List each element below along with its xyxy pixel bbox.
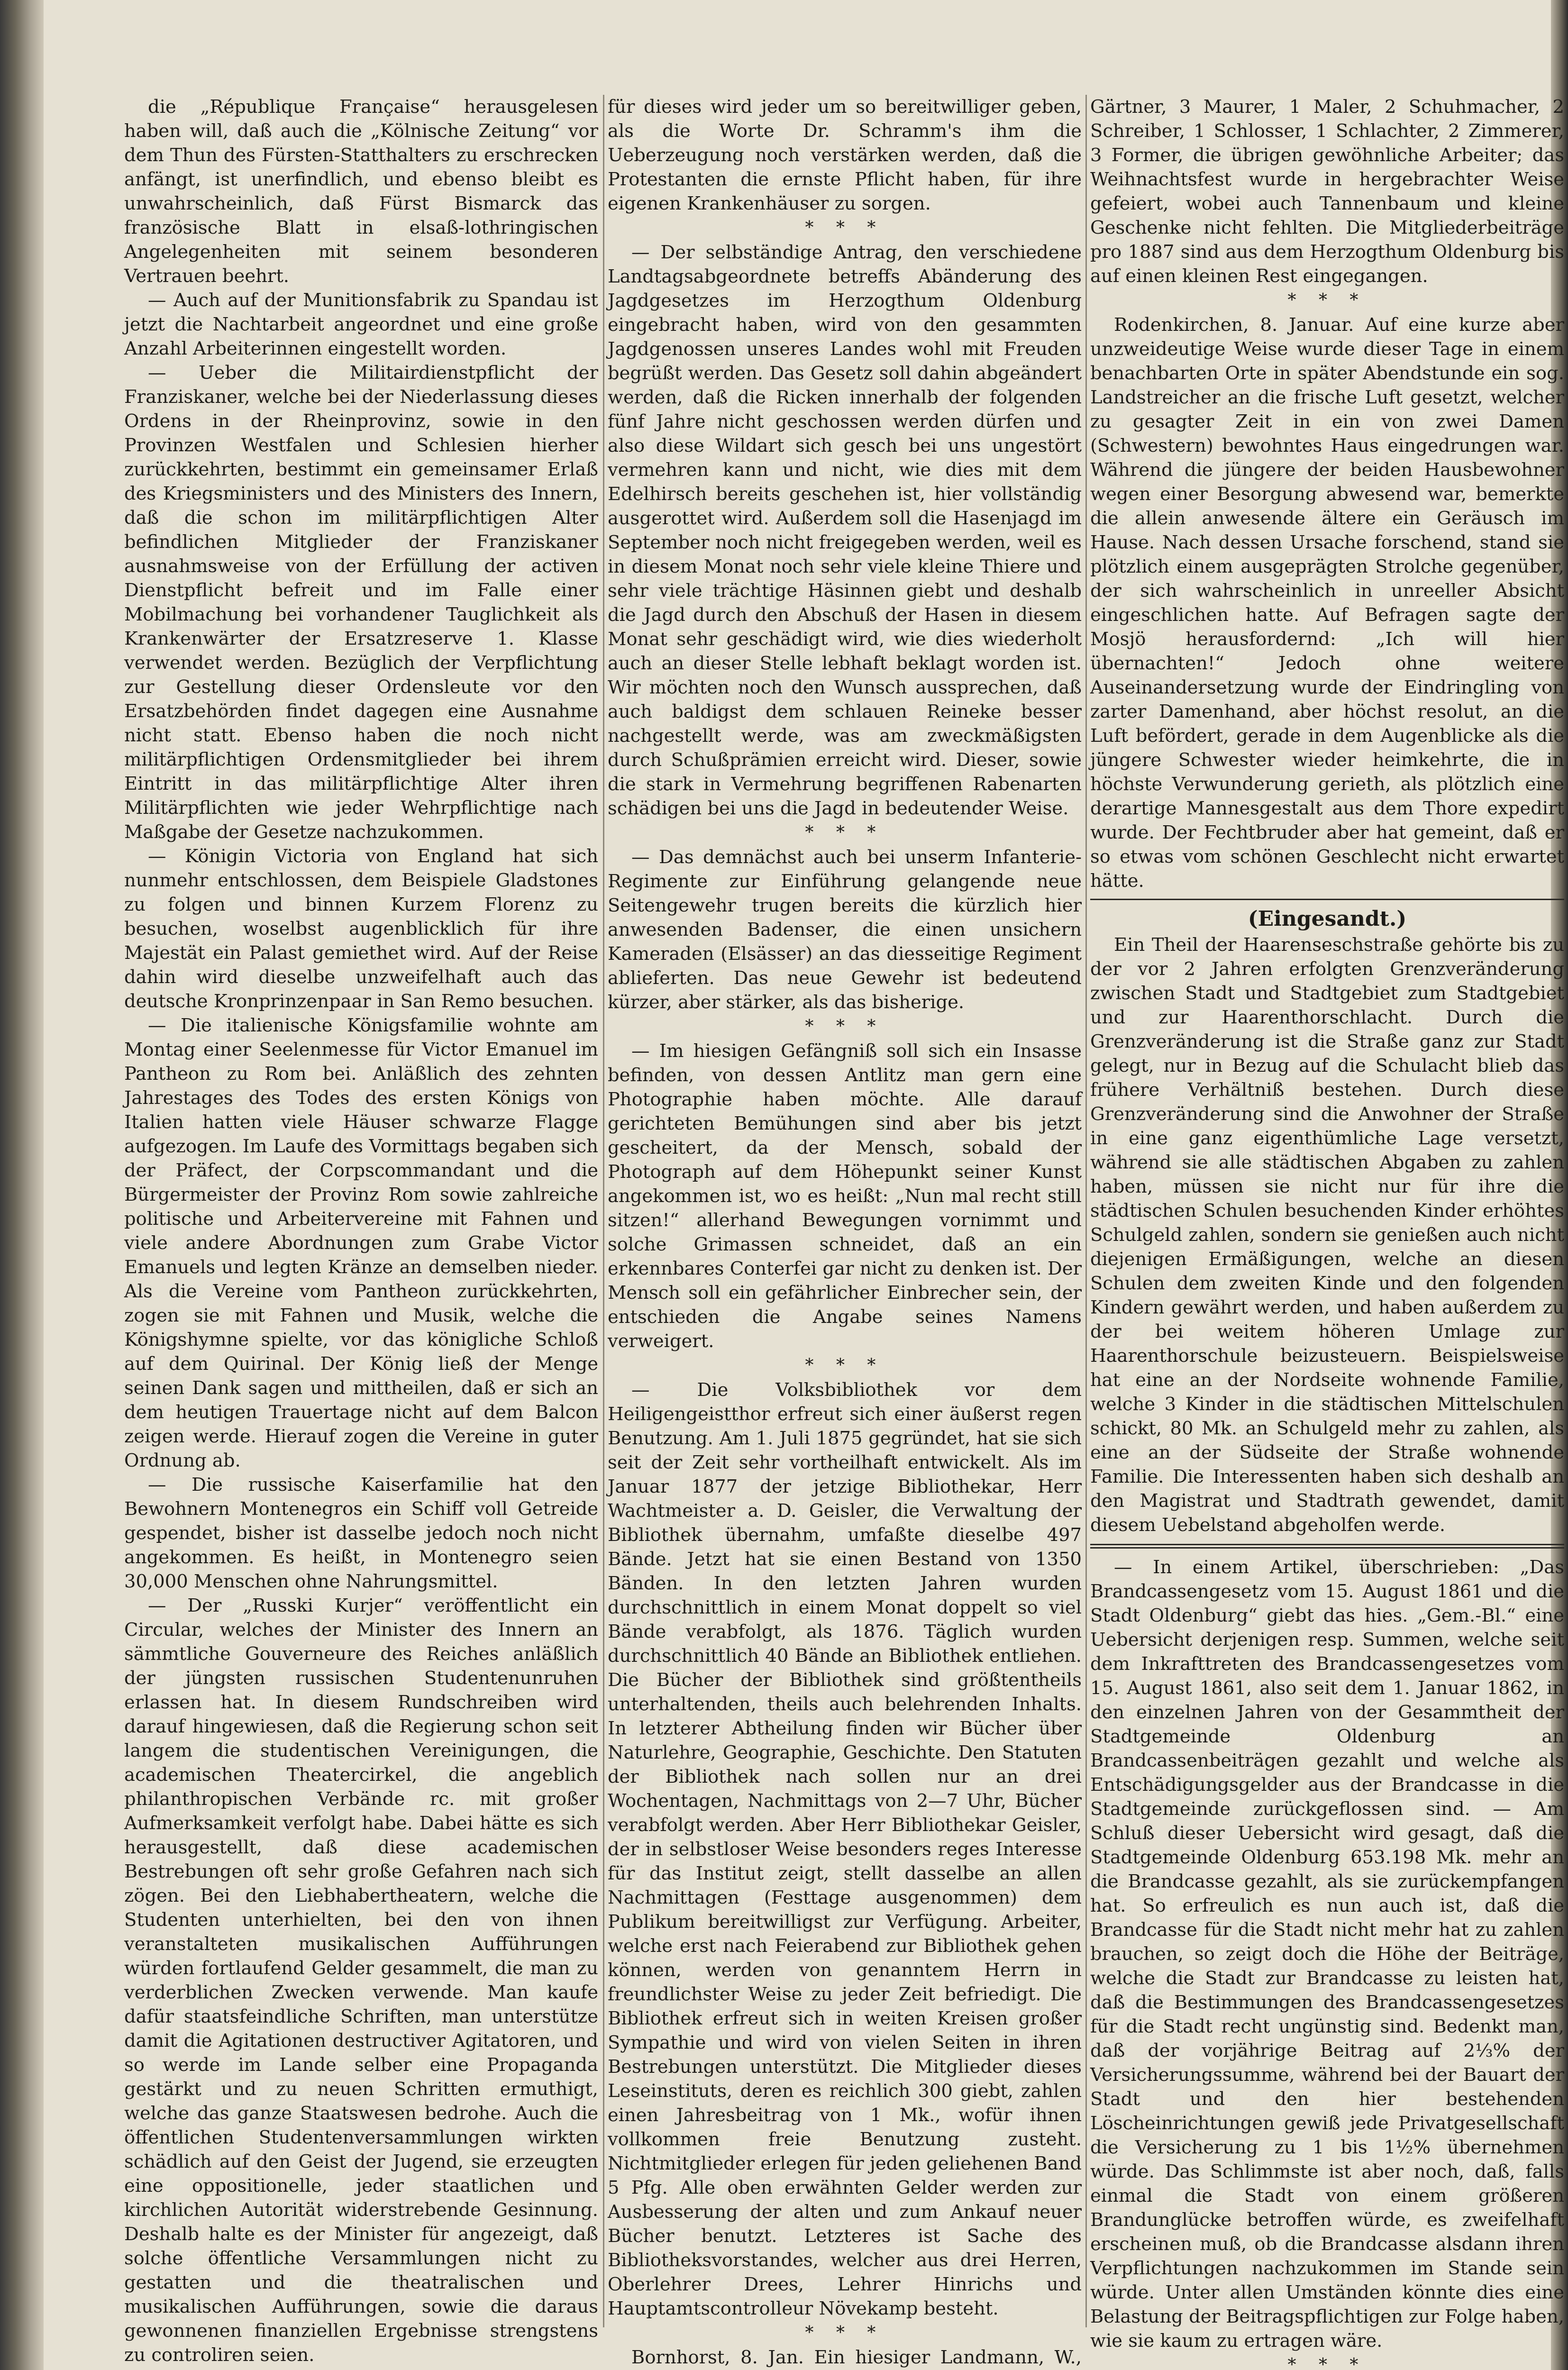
article-paragraph: — Der „Russki Kurjer“ veröffentlicht ein Circular, welches der Minister des Innern an sämmtliche Gouverneure des Reiches anläßlich der jüngsten russischen Studentenunruhen erlassen hat. In diesem Rundschreiben wird darauf hingewiesen, daß die Regierung schon seit langem die studentischen Vereinigungen, die academischen Theatercirkel, die angeblich philanthropischen Verbände rc. mit großer Aufmerksamkeit verfolgt habe. Dabei hätte es sich herausgestellt, daß diese academischen Bestrebungen oft sehr große Gefahren nach sich zögen. Bei den Liebhabertheatern, welche die Studenten unterhielten, bei den von ihnen veranstalteten musikalischen Aufführungen würden fortlaufend Gelder gesammelt, die man zu verderblichen Zwecken verwende. Man kaufe dafür staatsfeindliche Schriften, man unterstütze damit die Agitationen destructiver Agitatoren, und so werde im Lande selber eine Propaganda gestärkt und zu neuen Schritten ermuthigt, welche das ganze Staatswesen bedrohe. Auch die öffentlichen Studentenversammlungen wirkten schädlich auf den Geist der Jugend, sie erzeugten eine oppositionelle, jeder staatlichen und kirchlichen Autorität widerstrebende Gesinnung. Deshalb halte es der Minister für angezeigt, daß solche öffentliche Versammlungen nicht zu gestatten und die theatralischen und musikalischen Aufführungen, sowie die daraus gewonnenen finanziellen Ergebnisse strengstens zu controliren seien. [124,1595,598,2366]
asterism-separator: * * * [805,2323,884,2343]
article-paragraph: — Der selbständige Antrag, den verschiedene Landtagsabgeordnete betreffs Abänderung des Jagdgesetzes im Herzogthum Oldenburg eingebracht haben, wird von den gesammten Jagdgenossen unseres Landes wohl mit Freuden begrüßt werden. Das Gesetz soll dahin abgeändert werden, daß die Ricken innerhalb der folgenden fünf Jahre nicht geschossen werden dürfen und also diese Wildart sich gesch bei uns ungestört vermehren kann und nicht, wie dies mit dem Edelhirsch bereits geschehen ist, hier vollständig ausgerottet wird. Außerdem soll die Hasenjagd im September noch nicht freigegeben werden, weil es in diesem Monat noch sehr viele kleine Thiere und sehr viele trächtige Häsinnen giebt und deshalb die Jagd durch den Abschuß der Hasen in diesem Monat sehr geschädigt wird, wie dies wiederholt auch an dieser Stelle lebhaft beklagt worden ist. Wir möchten noch den Wunsch aussprechen, daß auch baldigst dem schlauen Reineke besser nachgestellt werde, was am zweckmäßigsten durch Schußprämien erreicht wird. Dieser, sowie die stark in Vermehrung begriffenen Rabenarten schädigen bei uns die Jagd in bedeutender Weise. [608,242,1082,819]
article-paragraph: — Im hiesigen Gefängniß soll sich ein Insasse befinden, von dessen Antlitz man gern eine Photographie haben möchte. Alle darauf gerichteten Bemühungen sind aber bis jetzt gescheitert, da der Mensch, sobald der Photograph auf dem Höhepunkt seiner Kunst angekommen ist, wo es heißt: „Nun mal recht still sitzen!“ allerhand Bewegungen vornimmt und solche Grimassen schneidet, daß an ein erkennbares Conterfei gar nicht zu denken ist. Der Mensch soll ein gefährlicher Einbrecher sein, der entschieden die Angabe seines Namens verweigert. [608,1040,1082,1352]
article-paragraph: — Königin Victoria von England hat sich nunmehr entschlossen, dem Beispiele Gladstones zu folgen und binnen Kurzem Florenz zu besuchen, woselbst augenblicklich für ihre Majestät ein Palast gemiethet wird. Auf der Reise dahin wird dieselbe unzweifelhaft auch das deutsche Kronprinzenpaar in San Remo besuchen. [124,846,598,1012]
asterism-separator: * * * [1287,2355,1367,2370]
article-heading: (Eingesandt.) [1248,907,1407,931]
asterism-separator: * * * [1287,291,1367,310]
article-paragraph: Rodenkirchen, 8. Januar. Auf eine kurze aber unzweideutige Weise wurde dieser Tage in einem benachbarten Orte in später Abendstunde ein sog. Landstreicher an die frische Luft gesetzt, welcher zu gesagter Zeit in ein von zwei Damen (Schwestern) bewohntes Haus eingedrungen war. Während die jüngere der beiden Hausbewohner wegen einer Besorgung abwesend war, bemerkte die allein anwesende ältere ein Geräusch im Hause. Nach dessen Ursache forschend, stand sie plötzlich einem ausgeprägten Strolche gegenüber, der sich wahrscheinlich in unreeller Absicht eingeschlichen hatte. Auf Befragen sagte der Mosjö herausfordernd: „Ich will hier übernachten!“ Jedoch ohne weitere Auseinandersetzung wurde der Eindringling von zarter Damenhand, aber höchst resolut, an die Luft befördert, gerade in dem Augenblicke als die jüngere Schwester wieder heimkehrte, die in höchste Verwunderung gerieth, als plötzlich eine derartige Mannesgestalt aus dem Thore expedirt wurde. Der Fechtbruder aber hat gemeint, daß er so etwas vom schönen Geschlecht nicht erwartet hätte. [1090,314,1564,892]
column-left [124,95,598,2366]
column-middle [608,95,1082,2368]
article-paragraph: — Die Volksbibliothek vor dem Heiligengeistthor erfreut sich einer äußerst regen Benutzung. Am 1. Juli 1875 gegründet, hat sie sich seit der Zeit sehr vortheilhaft entwickelt. Als im Januar 1877 der jetzige Bibliothekar, Herr Wachtmeister a. D. Geisler, die Verwaltung der Bibliothek übernahm, umfaßte dieselbe 497 Bände. Jetzt hat sie einen Bestand von 1350 Bänden. In den letzten Jahren wurden durchschnittlich in einem Monat doppelt so viel Bände verabfolgt, als 1876. Täglich wurden durchschnittlich 40 Bände an Bibliothek entliehen. Die Bücher der Bibliothek sind größtentheils unterhaltenden, theils auch belehrenden Inhalts. In letzterer Abtheilung finden wir Bücher über Naturlehre, Geographie, Geschichte. Den Statuten der Bibliothek nach sollen nur an drei Wochentagen, Nachmittags von 2—7 Uhr, Bücher verabfolgt werden. Aber Herr Bibliothekar Geisler, der in selbstloser Weise besonders reges Interesse für das Institut zeigt, stellt dasselbe an allen Nachmittagen (Festtage ausgenommen) dem Publikum bereitwilligst zur Verfügung. Arbeiter, welche erst nach Feierabend zur Bibliothek gehen können, werden von genanntem Herrn in freundlichster Weise zu jeder Zeit befriedigt. Die Bibliothek erfreut sich in weiten Kreisen großer Sympathie und wird von vielen Seiten in ihren Bestrebungen unterstützt. Die Mitglieder dieses Leseinstituts, deren es reichlich 300 giebt, zahlen einen Jahresbeitrag von 1 Mk., wofür ihnen vollkommen freie Benutzung zusteht. Nichtmitglieder erlegen für jeden geliehenen Band 5 Pfg. Alle oben erwähnten Gelder werden zur Ausbesserung der alten und zum Ankauf neuer Bücher benutzt. Letzteres ist Sache des Bibliotheksvorstandes, welcher aus drei Herren, Oberlehrer Drees, Lehrer Hinrichs und Hauptamtscontrolleur Növekamp besteht. [608,1379,1082,2319]
article-paragraph: — In einem Artikel, überschrieben: „Das Brandcassengesetz vom 15. August 1861 und die Stadt Oldenburg“ giebt das hies. „Gem.-Bl.“ eine Uebersicht derjenigen resp. Summen, welche seit dem Inkrafttreten des Brandcassengesetzes vom 15. August 1861, also seit dem 1. Januar 1862, in den einzelnen Jahren von der Gesammtheit der Stadtgemeinde Oldenburg an Brandcassenbeiträgen gezahlt und welche als Entschädigungsgelder aus der Brandcasse in die Stadtgemeinde zurückgeflossen sind. — Am Schluß dieser Uebersicht wird gesagt, daß die Stadtgemeinde Oldenburg 653.198 Mk. mehr an die Brandcasse gezahlt, als sie zurückempfangen hat. So erfreulich es nun auch ist, daß die Brandcasse für die Stadt nicht mehr hat zu zahlen brauchen, so zeigt doch die Höhe der Beiträge, welche die Stadt zur Brandcasse zu leisten hat, daß die Bestimmungen des Brandcassengesetzes für die Stadt recht ungünstig sind. Bedenkt man, daß der vorjährige Beitrag auf 2⅓% der Versicherungssumme, während bei der Bauart der Stadt und den hier bestehenden Löscheinrichtungen gewiß jede Privatgesellschaft die Versicherung zu 1 bis 1½% übernehmen würde. Das Schlimmste ist aber noch, daß, falls einmal die Stadt von einem größeren Brandunglücke betroffen würde, es zweifelhaft erscheinen muß, ob die Brandcasse alsdann ihren Verpflichtungen nachzukommen im Stande sein würde. Unter allen Umständen könnte dies eine Belastung der Beitragspflichtigen zur Folge haben, wie sie kaum zu ertragen wäre. [1090,1557,1564,2352]
column-right [1090,95,1564,2370]
asterism-separator: * * * [805,218,884,237]
left-page-edge [0,0,44,2370]
article-paragraph: für dieses wird jeder um so bereitwilliger geben, als die Worte Dr. Schramm's ihm die Ueberzeugung noch verstärken werden, daß die Protestanten die ernste Pflicht haben, für ihre eigenen Krankenhäuser zu sorgen. [608,96,1082,214]
asterism-separator: * * * [805,1017,884,1036]
article-paragraph: — Ueber die Militairdienstpflicht der Franziskaner, welche bei der Niederlassung dieses Ordens in der Rheinprovinz, sowie in den Provinzen Westfalen und Schlesien hierher zurückkehrten, bestimmt ein gemeinsamer Erlaß des Kriegsministers und des Ministers des Innern, daß die schon im militärpflichtigen Alter befindlichen Mitglieder der Franziskaner ausnahmsweise von der Erfüllung der activen Dienstpflicht befreit und im Falle einer Mobilmachung bei vorhandener Tauglichkeit als Krankenwärter der Ersatzreserve 1. Klasse verwendet werden. Bezüglich der Verpflichtung zur Gestellung dieser Ordensleute vor den Ersatzbehörden findet dagegen eine Ausnahme nicht statt. Ebenso haben die noch nicht militärpflichtigen Ordensmitglieder bei ihrem Eintritt in das militärpflichtige Alter ihren Militärpflichten wie jeder Wehrpflichtige nach Maßgabe der Gesetze nachzukommen. [124,362,598,843]
article-paragraph: Gärtner, 3 Maurer, 1 Maler, 2 Schuhmacher, 2 Schreiber, 1 Schlosser, 1 Schlachter, 2 Zimmerer, 3 Former, die übrigen gewöhnliche Arbeiter; das Weihnachtsfest wurde in hergebrachter Weise gefeiert, wobei auch Tannenbaum und kleine Geschenke nicht fehlten. Die Mitgliederbeiträge pro 1887 sind aus dem Herzogthum Oldenburg bis auf einen kleinen Rest eingegangen. [1090,96,1564,287]
article-paragraph: die „République Française“ herausgelesen haben will, daß auch die „Kölnische Zeitung“ vor dem Thun des Fürsten-Statthalters zu erschrecken anfängt, ist unerfindlich, und ebenso bleibt es unwahrscheinlich, daß Fürst Bismarck das französische Blatt in elsaß-lothringischen Angelegenheiten mit seinem besonderen Vertrauen beehrt. [124,96,598,287]
column-rule [603,95,604,2327]
column-rule [1085,95,1087,2327]
article-paragraph: Ein Theil der Haarenseschstraße gehörte bis zu der vor 2 Jahren erfolgten Grenzveränderung zwischen Stadt und Stadtgebiet zum Stadtgebiet und zur Haarenthorschlacht. Durch die Grenzveränderung ist die Straße ganz zur Stadt gelegt, nur in Bezug auf die Schulacht blieb das frühere Verhältniß bestehen. Durch diese Grenzveränderung sind die Anwohner der Straße in eine ganz eigenthümliche Lage versetzt, während sie alle städtischen Abgaben zu zahlen haben, müssen sie nicht nur für ihre die städtischen Schulen besuchenden Kinder erhöhtes Schulgeld zahlen, sondern sie genießen auch nicht diejenigen Ermäßigungen, welche an diesen Schulen dem zweiten Kinde und den folgenden Kindern gewährt werden, und haben außerdem zu der bei weitem höheren Umlage zur Haarenthorschule beizusteuern. Beispielsweise hat eine an der Nordseite wohnende Familie, welche 3 Kinder in die städtischen Mittelschulen schickt, 80 Mk. an Schulgeld mehr zu zahlen, als eine an der Südseite der Straße wohnende Familie. Die Interessenten haben sich deshalb an den Magistrat und Stadtrath gewendet, damit diesem Uebelstand abgeholfen werde. [1090,934,1564,1536]
horizontal-rule [1090,1544,1564,1549]
asterism-separator: * * * [805,823,884,842]
article-paragraph: — Das demnächst auch bei unserm Infanterie-Regimente zur Einführung gelangende neue Seitengewehr trugen bereits die kürzlich hier anwesenden Badenser, die einen unsichern Kameraden (Elsässer) an das diesseitige Regiment ablieferten. Das neue Gewehr ist bedeutend kürzer, aber stärker, als das bisherige. [608,847,1082,1013]
article-paragraph: — Die italienische Königsfamilie wohnte am Montag einer Seelenmesse für Victor Emanuel im Pantheon zu Rom bei. Anläßlich des zehnten Jahrestages des Todes des ersten Königs von Italien hatten viele Häuser schwarze Flagge aufgezogen. Im Laufe des Vormittags begaben sich der Präfect, der Corpscommandant und die Bürgermeister der Provinz Rom sowie zahlreiche politische und Arbeitervereine mit Fahnen und viele andere Abordnungen zum Grabe Victor Emanuels und legten Kränze an demselben nieder. Als die Vereine vom Pantheon zurückkehrten, zogen sie mit Fahnen und Musik, welche die Königshymne spielte, vor das königliche Schloß auf dem Quirinal. Der König ließ der Menge seinen Dank sagen und mittheilen, daß er sich an dem heutigen Trauertage nicht auf dem Balcon zeigen werde. Hierauf zogen die Vereine in guter Ordnung ab. [124,1015,598,1471]
asterism-separator: * * * [805,1356,884,1375]
horizontal-rule [1090,899,1564,900]
article-paragraph: — Auch auf der Munitionsfabrik zu Spandau ist jetzt die Nachtarbeit angeordnet und eine große Anzahl Arbeiterinnen eingestellt worden. [124,290,598,359]
article-paragraph: Bornhorst, 8. Jan. Ein hiesiger Landmann, W., [631,2347,1082,2368]
article-paragraph: — Die russische Kaiserfamilie hat den Bewohnern Montenegros ein Schiff voll Getreide gespendet, bisher ist dasselbe jedoch noch nicht angekommen. Es heißt, in Montenegro seien 30,000 Menschen ohne Nahrungsmittel. [124,1474,598,1592]
